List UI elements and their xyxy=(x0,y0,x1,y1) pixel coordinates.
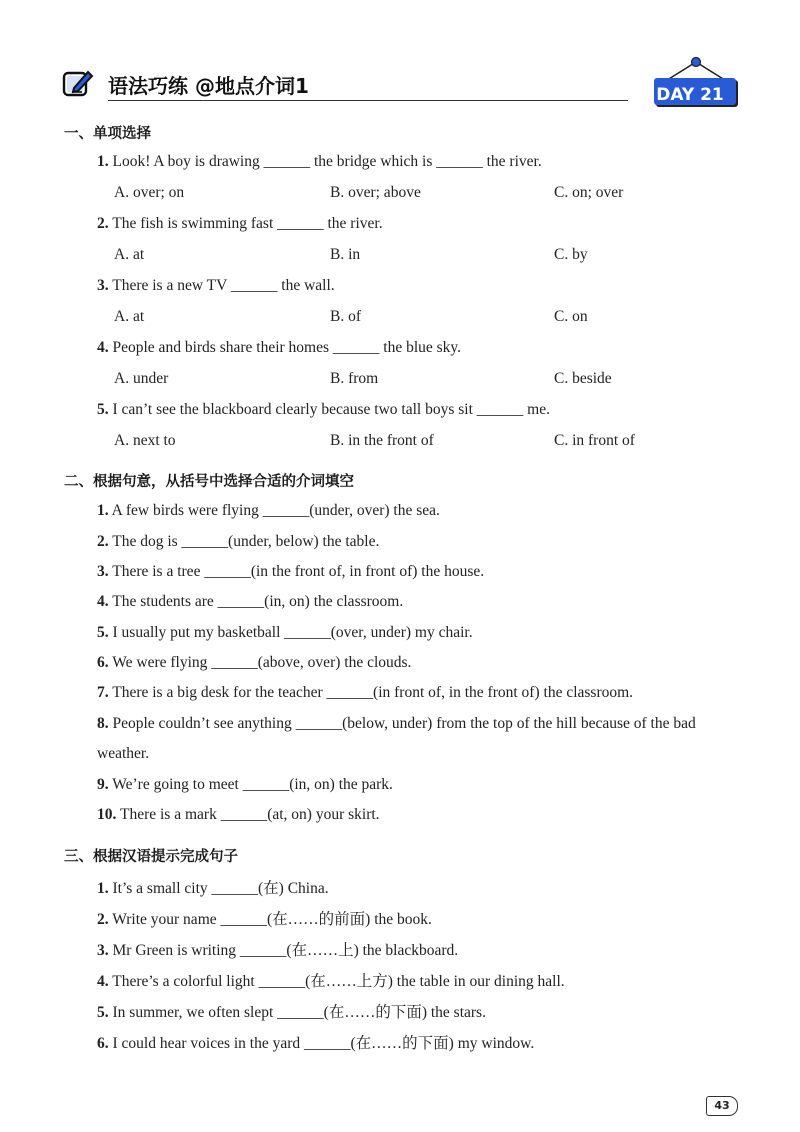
s3-question-4: 4. There’s a colorful light ______(在……上方) the table in our dining hall. xyxy=(97,973,565,990)
s1-q1-option-b: B. over; above xyxy=(330,184,421,201)
s2-question-4: 4. The students are ______(in, on) the classroom. xyxy=(97,593,404,610)
s2-question-1: 1. A few birds were flying ______(under, over) the sea. xyxy=(97,502,440,519)
section2-heading: 二、根据句意，从括号中选择合适的介词填空 xyxy=(64,474,354,490)
s1-question-5: 5. I can’t see the blackboard clearly because two tall boys sit ______ me. xyxy=(97,401,550,418)
s3-question-2: 2. Write your name ______(在……的前面) the book. xyxy=(97,911,432,928)
s2-question-5: 5. I usually put my basketball ______(over, under) my chair. xyxy=(97,624,473,641)
s3-question-1: 1. It’s a small city ______(在) China. xyxy=(97,880,329,897)
day-badge-label: DAY 21 xyxy=(656,85,724,105)
s1-q2-option-a: A. at xyxy=(114,246,145,263)
s3-question-6: 6. I could hear voices in the yard ______(在……的下面) my window. xyxy=(97,1035,535,1052)
s3-question-5: 5. In summer, we often slept ______(在……的下面) the stars. xyxy=(97,1004,486,1021)
page-header xyxy=(62,64,742,120)
s1-question-3: 3. There is a new TV ______ the wall. xyxy=(97,277,335,294)
s3-question-3: 3. Mr Green is writing ______(在……上) the blackboard. xyxy=(97,942,459,959)
s1-q4-option-a: A. under xyxy=(114,370,169,387)
section3-heading: 三、根据汉语提示完成句子 xyxy=(64,849,238,865)
s1-q3-option-b: B. of xyxy=(330,308,361,325)
s1-q3-option-c: C. on xyxy=(554,308,588,325)
page-number: 43 xyxy=(706,1096,738,1116)
s1-q4-option-c: C. beside xyxy=(554,370,612,387)
s2-question-8: 8. People couldn’t see anything ______(below, under) from the top of the hill because of the bad weather. xyxy=(97,715,696,762)
s1-question-4: 4. People and birds share their homes ______ the blue sky. xyxy=(97,339,462,356)
s1-question-2: 2. The fish is swimming fast ______ the river. xyxy=(97,215,383,232)
section1-heading: 一、单项选择 xyxy=(64,126,151,142)
page-title: 语法巧练 @地点介词1 xyxy=(108,74,309,98)
s1-q5-option-c: C. in front of xyxy=(554,432,635,449)
pencil-note-icon xyxy=(62,68,94,100)
s1-q5-option-b: B. in the front of xyxy=(330,432,434,449)
title-underline xyxy=(108,100,628,101)
s1-q5-option-a: A. next to xyxy=(114,432,176,449)
s1-q1-option-c: C. on; over xyxy=(554,184,624,201)
s1-q4-option-b: B. from xyxy=(330,370,379,387)
s1-question-1: 1. Look! A boy is drawing ______ the bridge which is ______ the river. xyxy=(97,153,542,170)
s2-question-10: 10. There is a mark ______(at, on) your skirt. xyxy=(97,806,380,823)
s2-question-7: 7. There is a big desk for the teacher ______(in front of, in the front of) the classroom. xyxy=(97,684,634,701)
s2-question-6: 6. We were flying ______(above, over) the clouds. xyxy=(97,654,412,671)
s1-q1-option-a: A. over; on xyxy=(114,184,185,201)
s2-question-9: 9. We’re going to meet ______(in, on) the park. xyxy=(97,776,393,793)
s1-q2-option-b: B. in xyxy=(330,246,361,263)
s1-q3-option-a: A. at xyxy=(114,308,145,325)
s2-question-3: 3. There is a tree ______(in the front of, in front of) the house. xyxy=(97,563,485,580)
s1-q2-option-c: C. by xyxy=(554,246,588,263)
s2-question-2: 2. The dog is ______(under, below) the table. xyxy=(97,533,380,550)
